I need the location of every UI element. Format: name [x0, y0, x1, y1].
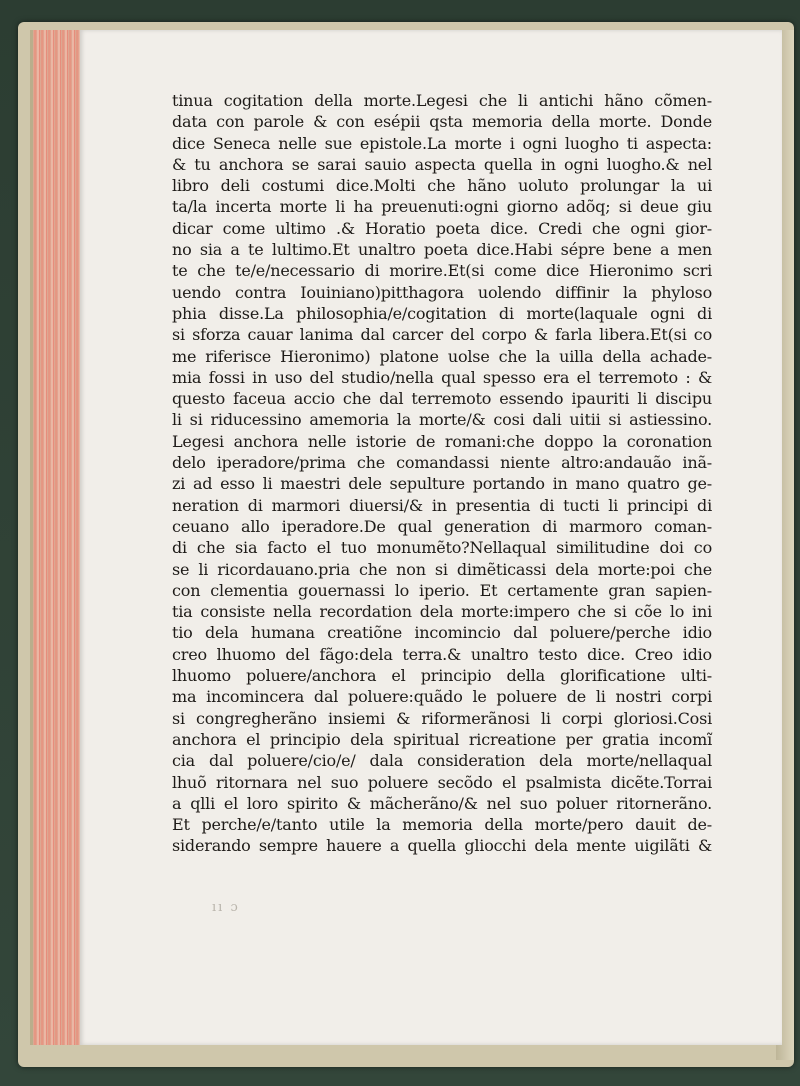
text-line: me riferisce Hieronimo) platone uolse che la uilla della achade-	[172, 346, 712, 366]
text-line: lhuõ ritornara nel suo poluere secõdo el psalmista dicẽte.Torrai	[172, 772, 712, 792]
text-line: ma incomincera dal poluere:quãdo le poluere de li nostri corpi	[172, 687, 712, 707]
text-line: li si riducessino amemoria la morte/& cosi dali uitii si astiessino.	[172, 410, 712, 430]
text-line: si sforza cauar lanima dal carcer del corpo & farla libera.Et(si co	[172, 325, 712, 345]
text-line: creo lhuomo del fãgo:dela terra.& unaltro testo dice. Creo idio	[172, 644, 712, 664]
text-line: Legesi anchora nelle istorie de romani:che doppo la coronation	[172, 431, 712, 451]
text-line: dice Seneca nelle sue epistole.La morte i ogni luogho ti aspecta:	[172, 133, 712, 153]
text-line: uendo contra Iouiniano)pitthagora uolendo diffinir la phyloso	[172, 282, 712, 302]
text-line: dicar come ultimo .& Horatio poeta dice. Credi che ogni gior-	[172, 218, 712, 238]
text-line: con clementia gouernassi lo iperio. Et certamente gran sapien-	[172, 580, 712, 600]
text-line: mia fossi in uso del studio/nella qual spesso era el terremoto : &	[172, 367, 712, 387]
text-line: se li ricordauano.pria che non si dimẽticassi dela morte:poi che	[172, 559, 712, 579]
text-line: si congregherãno insiemi & riformerãnosi li corpi gloriosi.Cosi	[172, 708, 712, 728]
text-line: libro deli costumi dice.Molti che hãno uoluto prolungar la ui	[172, 176, 712, 196]
text-line: Et perche/e/tanto utile la memoria della morte/pero dauit de-	[172, 815, 712, 835]
text-line: ceuano allo iperadore.De qual generation di marmoro coman-	[172, 516, 712, 536]
text-line: tio dela humana creatiõne incomincio dal poluere/perche idio	[172, 623, 712, 643]
text-line: tia consiste nella recordation dela morte:impero che si cõe lo ini	[172, 602, 712, 622]
text-line: phia disse.La philosophia/e/cogitation di morte(laquale ogni di	[172, 303, 712, 323]
text-line: tinua cogitation della morte.Legesi che li antichi hãno cõmen-	[172, 91, 712, 110]
faint-footer-marks: ıı ɔ	[212, 900, 240, 915]
text-line: anchora el principio dela spiritual ricreatione per gratia incomĩ	[172, 729, 712, 749]
text-line: lhuomo poluere/anchora el principio della glorificatione ulti-	[172, 666, 712, 686]
text-line: te che te/e/necessario di morire.Et(si come dice Hieronimo scri	[172, 261, 712, 281]
text-line: data con parole & con esépii qsta memoria della morte. Donde	[172, 112, 712, 132]
text-line: no sia a te lultimo.Et unaltro poeta dice.Habi sépre bene a men	[172, 240, 712, 260]
red-page-edges	[30, 30, 85, 1045]
text-line: questo faceua accio che dal terremoto essendo ipauriti li discipu	[172, 389, 712, 409]
text-line: & tu anchora se sarai sauio aspecta quella in ogni luogho.& nel	[172, 154, 712, 174]
text-line: siderando sempre hauere a quella gliocchi dela mente uigilãti &	[172, 836, 712, 856]
text-line: a qlli el loro spirito & mãcherãno/& nel suo poluer ritornerãno.	[172, 793, 712, 813]
text-line: cia dal poluere/cio/e/ dala consideration dela morte/nellaqual	[172, 751, 712, 771]
page-text	[172, 90, 712, 857]
text-line: delo iperadore/prima che comandassi niente altro:andauão inã-	[172, 453, 712, 473]
text-line: neration di marmori diuersi/& in presentia di tucti li principi di	[172, 495, 712, 515]
text-line: di che sia facto el tuo monumẽto?Nellaqual similitudine doi co	[172, 538, 712, 558]
text-line: ta/la incerta morte li ha preuenuti:ogni giorno adõq; si deue giu	[172, 197, 712, 217]
text-line: zi ad esso li maestri dele sepulture portando in mano quatro ge-	[172, 474, 712, 494]
